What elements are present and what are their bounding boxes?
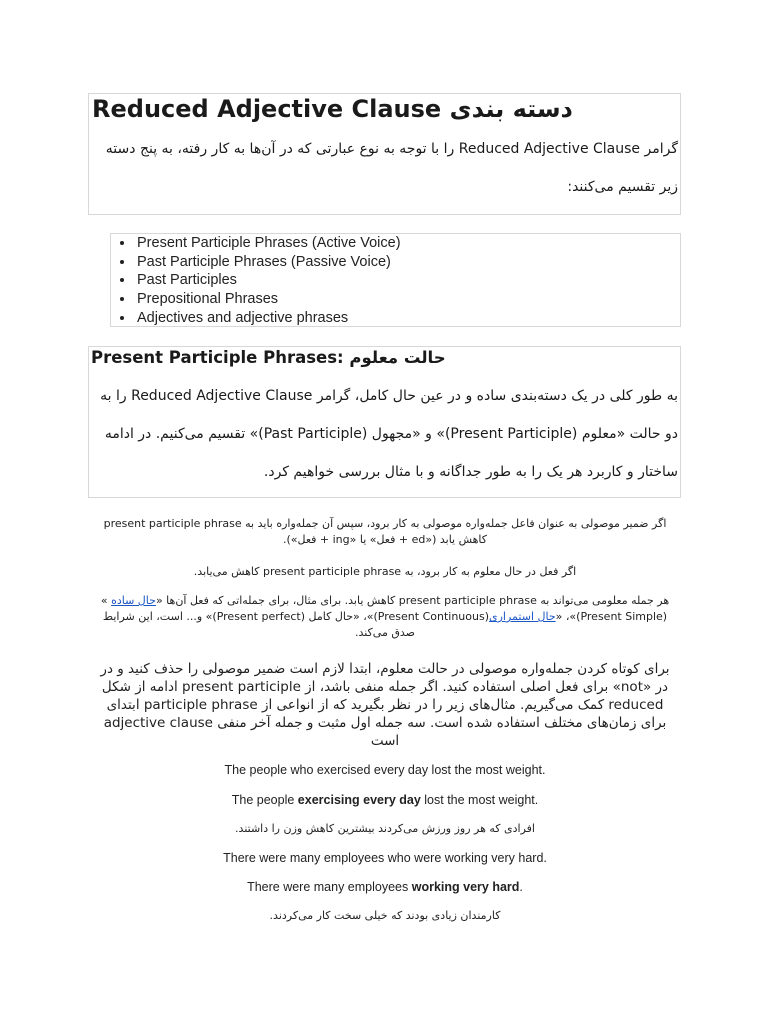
section-title-fa: دسته بندی <box>449 95 573 123</box>
list-item: • Adjectives and adjective phrases <box>135 309 401 328</box>
section-title-en: Reduced Adjective Clause <box>92 95 442 123</box>
note-line <box>90 593 680 609</box>
example-text: There were many employees <box>247 880 412 894</box>
phrase-types-list-box <box>110 233 681 327</box>
list-item: • Prepositional Phrases <box>135 290 401 309</box>
paragraph-line: برای کوتاه کردن جمله‌واره موصولی در حالت معلوم، ابتدا لازم است ضمیر موصولی را حذف کنید و در <box>100 661 670 677</box>
note-text: (Present Simple)»، « <box>555 610 668 623</box>
list-item: • Past Participle Phrases (Passive Voice) <box>135 253 401 272</box>
list-item: • Past Participles <box>135 271 401 290</box>
section-heading-en: Present Participle Phrases: <box>91 348 344 367</box>
example-text: The people <box>231 793 298 807</box>
rule-note-2 <box>90 564 680 580</box>
explanation-paragraph <box>90 660 680 750</box>
example-reduced-sentence <box>90 792 680 808</box>
paragraph-line: در «not» برای فعل اصلی استفاده کنید. اگر جمله منفی باشد، از present participle ادامه از شکل <box>101 679 669 695</box>
note-line <box>90 609 680 625</box>
paragraph-line: گرامر Reduced Adjective Clause را با توجه به نوع عبارتی که در آن‌ها به کار رفته، به پنج دسته <box>105 141 678 157</box>
paragraph-line: ساختار و کاربرد هر یک را به طور جداگانه و با مثال بررسی خواهیم کرد. <box>263 464 678 480</box>
paragraph-line: دو حالت «معلوم (Present Participle)» و «مجهول (Past Participle)» تقسیم می‌کنیم. در ادامه <box>104 426 678 442</box>
paragraph-line: reduced کمک می‌گیریم. مثال‌های زیر را در نظر بگیرید که از انواعی از participle phrase ابتدای <box>106 697 664 713</box>
example-emphasis: working very hard <box>411 880 520 894</box>
paragraph-line: زیر تقسیم می‌کنند: <box>567 179 678 195</box>
phrase-types-list <box>111 234 401 328</box>
present-participle-section <box>88 346 681 498</box>
example-full-sentence: There were many employees who were working very hard. <box>223 851 547 865</box>
classification-section <box>88 93 681 215</box>
simple-present-link[interactable]: حال ساده <box>111 594 156 607</box>
paragraph-line: به طور کلی در یک دسته‌بندی ساده و در عین حال کامل، گرامر Reduced Adjective Clause را به <box>100 388 678 404</box>
note-line: اگر ضمیر موصولی به عنوان فاعل جمله‌واره موصولی به کار برود، سپس آن جمله‌واره باید به present participle phrase <box>103 517 667 530</box>
example-text: . <box>519 880 523 894</box>
present-continuous-link[interactable]: حال استمراری <box>489 610 556 623</box>
list-item: • Present Participle Phrases (Active Voice) <box>135 234 401 253</box>
example-text: lost the most weight. <box>420 793 539 807</box>
section-heading <box>91 347 678 369</box>
note-text: » <box>100 594 112 607</box>
section-heading-fa: حالت معلوم <box>349 348 446 367</box>
rule-note-1 <box>90 516 680 548</box>
example-translation: کارمندان زیادی بودند که خیلی سخت کار می‌کردند. <box>269 909 501 922</box>
example-full-sentence: The people who exercised every day lost the most weight. <box>224 763 546 777</box>
example-emphasis: exercising every day <box>297 793 421 807</box>
classification-paragraph <box>91 130 678 206</box>
rule-note-3 <box>90 593 680 641</box>
note-text: هر جمله معلومی می‌تواند به present participle phrase کاهش یابد. برای مثال، برای جمله‌اتی که فعل آن‌ها « <box>155 594 670 607</box>
note-line: اگر فعل در حال معلوم به کار برود، به present participle phrase کاهش می‌یابد. <box>193 565 577 578</box>
example-reduced-sentence <box>90 879 680 895</box>
note-text: (Present Continuous)»، «حال کامل (Present perfect)» و... است، این شرایط <box>102 610 489 623</box>
paragraph-line: است <box>370 733 400 749</box>
note-line: کاهش یابد («ed + فعل» یا «ing + فعل»). <box>282 533 488 546</box>
section-title <box>92 94 678 124</box>
example-translation: افرادی که هر روز ورزش می‌کردند بیشترین کاهش وزن را داشتند. <box>235 822 535 835</box>
intro-paragraph <box>91 377 678 491</box>
note-line: صدق می‌کند. <box>354 626 416 639</box>
paragraph-line: برای زمان‌های مختلف استفاده شده است. سه جمله اول مثبت و جمله آخر منفی adjective clause <box>103 715 667 731</box>
